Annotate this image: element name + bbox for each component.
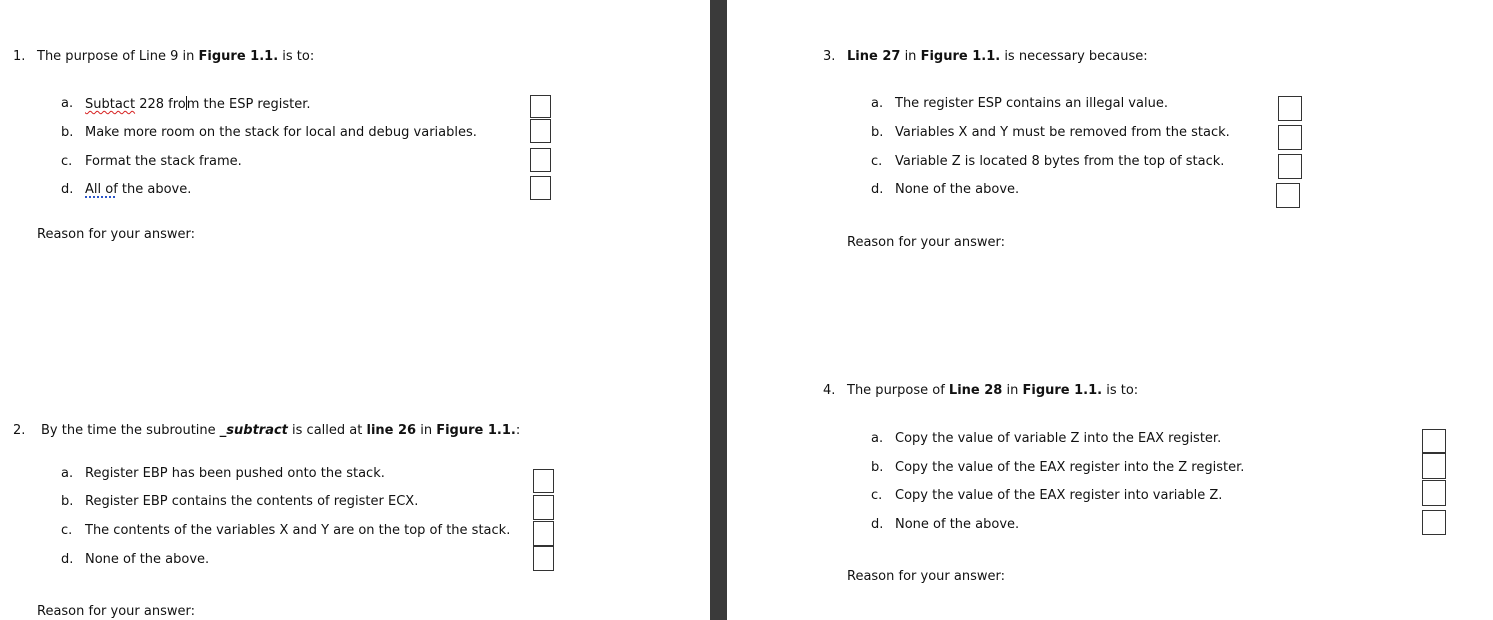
- option-letter: b.: [871, 460, 884, 475]
- option-letter: c.: [61, 523, 73, 538]
- question-number: 4.: [823, 383, 836, 398]
- reason-label: Reason for your answer:: [847, 235, 1005, 250]
- option-letter: c.: [61, 154, 73, 169]
- option-text: None of the above.: [895, 182, 1020, 197]
- option-letter: d.: [61, 182, 74, 197]
- answer-checkbox[interactable]: [533, 546, 554, 571]
- option-text: The register ESP contains an illegal value.: [895, 96, 1168, 111]
- question-text: The purpose of Line 28 in Figure 1.1. is to:: [847, 383, 1139, 398]
- answer-checkbox[interactable]: [1278, 154, 1302, 179]
- option-text: Variable Z is located 8 bytes from the top of stack.: [895, 154, 1225, 169]
- option-letter: d.: [871, 182, 884, 197]
- option-letter: c.: [871, 488, 883, 503]
- answer-checkbox[interactable]: [1278, 96, 1302, 121]
- document-page-left: [0, 0, 710, 620]
- answer-checkbox[interactable]: [530, 148, 551, 172]
- option-text: Register EBP contains the contents of register ECX.: [85, 494, 419, 509]
- option-letter: c.: [871, 154, 883, 169]
- option-letter: a.: [871, 431, 884, 446]
- option-text: Subtact 228 from the ESP register.: [85, 97, 311, 112]
- option-text: Variables X and Y must be removed from the stack.: [895, 125, 1230, 140]
- option-text: Copy the value of the EAX register into variable Z.: [895, 488, 1223, 503]
- option-letter: b.: [61, 125, 74, 140]
- option-text: All of the above.: [85, 182, 192, 197]
- option-letter: d.: [61, 552, 74, 567]
- answer-checkbox[interactable]: [1276, 183, 1300, 208]
- answer-checkbox[interactable]: [1422, 453, 1446, 479]
- option-letter: d.: [871, 517, 884, 532]
- answer-checkbox[interactable]: [533, 469, 554, 493]
- option-text: Format the stack frame.: [85, 154, 242, 169]
- option-letter: a.: [871, 96, 884, 111]
- option-text: The contents of the variables X and Y are on the top of the stack.: [85, 523, 511, 538]
- option-text: Register EBP has been pushed onto the stack.: [85, 466, 385, 481]
- document-page-right: [727, 0, 1493, 620]
- reason-label: Reason for your answer:: [847, 569, 1005, 584]
- answer-checkbox[interactable]: [1422, 480, 1446, 506]
- answer-checkbox[interactable]: [530, 176, 551, 200]
- question-text: The purpose of Line 9 in Figure 1.1. is to:: [37, 49, 315, 64]
- option-text: None of the above.: [85, 552, 210, 567]
- option-text: None of the above.: [895, 517, 1020, 532]
- answer-checkbox[interactable]: [1422, 429, 1446, 453]
- question-text: By the time the subroutine _subtract is called at line 26 in Figure 1.1.:: [41, 423, 521, 438]
- option-text: Copy the value of the EAX register into the Z register.: [895, 460, 1245, 475]
- question-number: 1.: [13, 49, 26, 64]
- answer-checkbox[interactable]: [533, 495, 554, 520]
- question-number: 3.: [823, 49, 836, 64]
- option-letter: a.: [61, 466, 74, 481]
- answer-checkbox[interactable]: [530, 95, 551, 118]
- answer-checkbox[interactable]: [1422, 510, 1446, 535]
- reason-label: Reason for your answer:: [37, 227, 195, 242]
- reason-label: Reason for your answer:: [37, 604, 195, 619]
- option-text: Make more room on the stack for local and debug variables.: [85, 125, 477, 140]
- answer-checkbox[interactable]: [530, 119, 551, 143]
- option-letter: a.: [61, 96, 74, 111]
- question-text: Line 27 in Figure 1.1. is necessary because:: [847, 49, 1148, 64]
- question-number: 2.: [13, 423, 26, 438]
- answer-checkbox[interactable]: [533, 521, 554, 546]
- page-divider: [710, 0, 727, 620]
- option-letter: b.: [61, 494, 74, 509]
- option-letter: b.: [871, 125, 884, 140]
- option-text: Copy the value of variable Z into the EAX register.: [895, 431, 1222, 446]
- answer-checkbox[interactable]: [1278, 125, 1302, 150]
